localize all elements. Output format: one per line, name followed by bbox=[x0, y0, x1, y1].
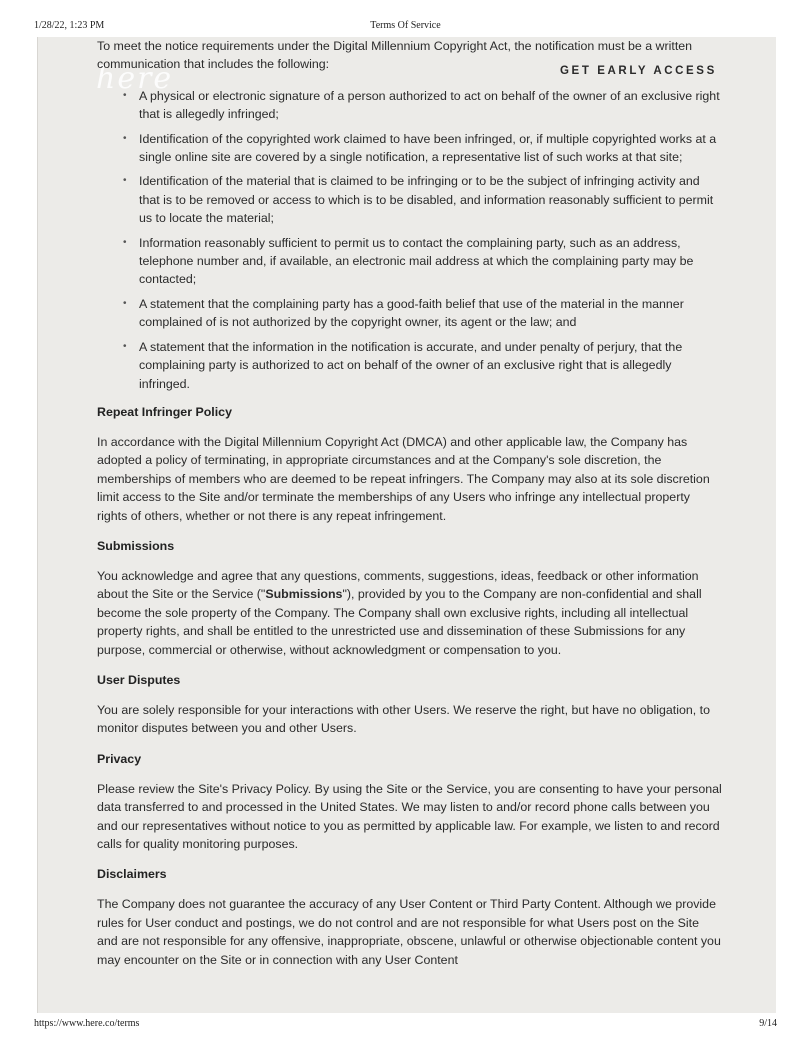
print-page-number: 9/14 bbox=[759, 1018, 777, 1029]
user-disputes-body: You are solely responsible for your interactions with other Users. We reserve the right, but have no obligation, to monitor disputes between you and other Users. bbox=[97, 702, 710, 736]
list-item: • Information reasonably sufficient to permit us to contact the complaining party, such as an address, telephone number and, if available, an electronic mail address at which the complaining party may be contacted; bbox=[139, 234, 722, 289]
list-item: • A statement that the complaining party has a good-faith belief that use of the material in the manner complained of is not authorized by the copyright owner, its agent or the law; and bbox=[139, 295, 722, 332]
submissions-heading: Submissions bbox=[97, 538, 175, 553]
submissions-body bbox=[97, 567, 722, 659]
repeat-infringer-body: In accordance with the Digital Millennium Copyright Act (DMCA) and other applicable law, the Company has adopted a policy of terminating, in appropriate circumstances and at the Company's sole discretion, the memberships of members who are deemed to be repeat infringers. The Company may also at its sole discretion limit access to the Site and/or terminate the memberships of any Users who infringe any intellectual property rights of others, whether or not there is any repeat infringement. bbox=[97, 434, 710, 523]
list-item: • A physical or electronic signature of a person authorized to act on behalf of the owner of an exclusive right that is allegedly infringed; bbox=[139, 87, 722, 124]
list-item: • A statement that the information in the notification is accurate, and under penalty of perjury, that the complaining party is authorized to act on behalf of the owner of an exclusive right that is allegedly infringed. bbox=[139, 338, 722, 393]
site-logo[interactable]: here bbox=[96, 61, 174, 96]
repeat-infringer-heading: Repeat Infringer Policy bbox=[97, 404, 232, 419]
privacy-body: Please review the Site's Privacy Policy. By using the Site or the Service, you are consenting to have your personal data transferred to and processed in the United States. We may listen to and/or record phone calls between you and our representatives without notice to you as permitted by applicable law. For example, we listen to and record calls for quality monitoring purposes. bbox=[97, 781, 722, 851]
user-disputes-heading: User Disputes bbox=[97, 672, 181, 687]
disclaimers-body: The Company does not guarantee the accuracy of any User Content or Third Party Content. Although we provide rules for User conduct and postings, we do not control and are not responsible for what Users post on the Site and are not responsible for any offensive, inappropriate, obscene, unlawful or otherwise objectionable content you may encounter on the Site or in connection with any User Content bbox=[97, 897, 721, 967]
print-url: https://www.here.co/terms bbox=[34, 1018, 140, 1029]
list-item: • Identification of the copyrighted work claimed to have been infringed, or, if multiple copyrighted works at a single online site are covered by a single notification, a representative list of such works at that site; bbox=[139, 130, 722, 167]
get-early-access-button[interactable]: GET EARLY ACCESS bbox=[560, 65, 717, 77]
print-title: Terms Of Service bbox=[370, 20, 441, 31]
print-header bbox=[34, 20, 777, 34]
disclaimers-heading: Disclaimers bbox=[97, 867, 167, 882]
terms-content bbox=[97, 37, 722, 969]
print-footer bbox=[34, 1018, 777, 1032]
page-content-area bbox=[37, 37, 776, 1013]
dmca-requirements-list bbox=[97, 87, 722, 393]
dmca-intro: To meet the notice requirements under the Digital Millennium Copyright Act, the notification must be a written communication that includes the following: bbox=[97, 39, 693, 72]
privacy-heading: Privacy bbox=[97, 751, 142, 766]
submissions-term: Submissions bbox=[265, 587, 343, 602]
print-datetime: 1/28/22, 1:23 PM bbox=[34, 20, 105, 31]
submissions-body-before: You acknowledge and agree that any questions, comments, suggestions, ideas, feedback or other information about the Site or the Service (" bbox=[97, 568, 699, 602]
submissions-body-after: "), provided by you to the Company are non-confidential and shall become the sole property of the Company. The Company shall own exclusive rights, including all intellectual property rights, and shall be entitled to the unrestricted use and dissemination of these Submissions for any purpose, commercial or otherwise, without acknowledgment or compensation to you. bbox=[97, 587, 702, 657]
list-item: • Identification of the material that is claimed to be infringing or to be the subject of infringing activity and that is to be removed or access to which is to be disabled, and information reasonably sufficient to permit us to locate the material; bbox=[139, 172, 722, 227]
